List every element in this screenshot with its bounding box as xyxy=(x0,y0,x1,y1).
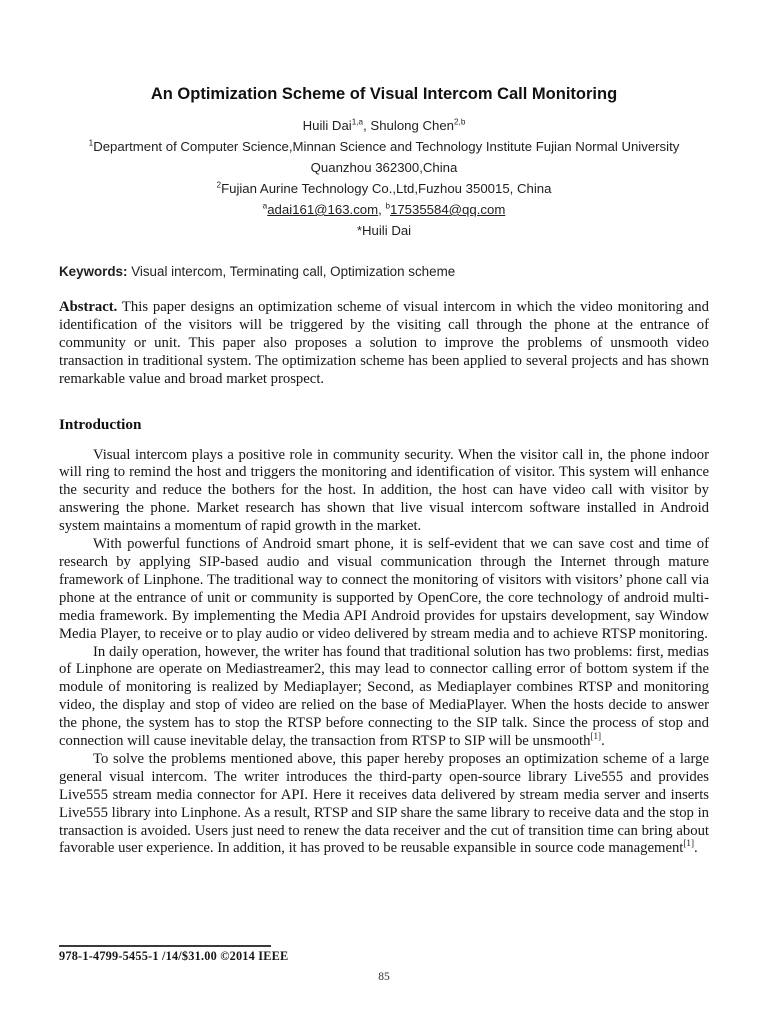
introduction-paragraph-1 xyxy=(59,447,709,537)
affiliation-2-line xyxy=(59,178,709,199)
section-heading-introduction: Introduction xyxy=(59,415,142,433)
page-number: 85 xyxy=(378,971,390,983)
emails-line xyxy=(59,199,709,220)
author-2: Shulong Chen xyxy=(370,118,455,133)
email-separator: , xyxy=(378,202,386,217)
affiliation-2-superscript: 2 xyxy=(216,180,222,190)
citation-ref-2: [1] xyxy=(683,838,695,849)
authors-line xyxy=(59,115,709,136)
author-1-superscript: 1,a xyxy=(351,117,364,127)
author-affiliation-block xyxy=(59,115,709,241)
citation-ref-1: [1] xyxy=(590,731,602,742)
email-b-link[interactable]: 17535584@qq.com xyxy=(390,202,506,217)
paragraph-text: Visual intercom plays a positive role in community security. When the visitor call in, the phone indoor will ring to remind the host and triggers the monitoring and identification of visitor. This system will enhance the security and reduce the bothers for the host. In addition, the host can have video call with visitor by answering the phone. Market research has shown that live visual intercom software installed in Android system maintains a momentum of rapid growth in the market. xyxy=(59,446,709,535)
keywords-label: Keywords: xyxy=(59,264,128,279)
abstract-paragraph xyxy=(59,299,709,389)
paragraph-text: With powerful functions of Android smart phone, it is self-evident that we can save cost and time of research by applying SIP-based audio and visual communication through the Internet through mature framework of Linphone. The traditional way to connect the monitoring of visitors with visitors’ phone call via phone at the entrance of unit or community is supported by OpenCore, the core technology of android multi-media framework. By implementing the Media API Android provides for upstairs development, say Window Media Player, to receive or to play audio or video delivered by stream media and to achieve RTSP monitoring. xyxy=(59,536,709,642)
email-a-link[interactable]: adai161@163.com xyxy=(267,202,379,217)
author-separator: , xyxy=(363,118,371,133)
introduction-paragraph-3 xyxy=(59,644,709,751)
abstract-text: This paper designs an optimization scheme of visual intercom in which the video monitoring and identification of the visitors will be triggered by the visiting call through the phone at the entrance of community or unit. This paper also proposes a solution to improve the problems of unsmooth video transaction in traditional system. The optimization scheme has been applied to several projects and has shown remarkable value and broad market prospect. xyxy=(59,299,709,387)
paragraph-text: In daily operation, however, the writer has found that traditional solution has two problems: first, medias of Linphone are operate on Mediastreamer2, this may lead to connector calling error of bottom system if the module of monitoring is realized by Mediaplayer; Second, as Mediaplayer combines RTSP and monitoring video, the display and stop of video are relied on the base of MediaPlayer. When the hosts decide to answer the phone, the system has to stop the RTSP before connecting to the SIP talk. Since the process of stop and connection will cause inevitable delay, the transaction from RTSP to SIP will be unsmooth xyxy=(59,643,709,750)
affiliation-1-line-1 xyxy=(59,136,709,157)
author-1: Huili Dai xyxy=(302,118,352,133)
introduction-paragraph-2 xyxy=(59,536,709,643)
paragraph-text: To solve the problems mentioned above, this paper hereby proposes an optimization scheme of a large general visual intercom. The writer introduces the third-party open-source library Live555 and provides Live555 stream media connector for API. Here it receives data delivered by stream media server and inserts Live555 library into Linphone. As a result, RTSP and SIP share the same library to receive data and the stop in transaction is avoided. Users just need to renew the data receiver and the cut of transition time can bring about favorable user experience. In addition, it has proved to be reusable expansible in source code management xyxy=(59,750,709,857)
affiliation-1-text: Department of Computer Science,Minnan Science and Technology Institute Fujian Normal University xyxy=(93,139,680,154)
paragraph-tail: . xyxy=(601,733,605,750)
footnote-rule xyxy=(59,945,271,947)
copyright-text: 978-1-4799-5455-1 /14/$31.00 ©2014 IEEE xyxy=(59,949,289,963)
affiliation-1-line-2: Quanzhou 362300,China xyxy=(310,160,458,175)
paragraph-tail: . xyxy=(694,840,698,857)
copyright-footnote xyxy=(59,945,288,964)
author-2-superscript: 2,b xyxy=(454,117,466,127)
corresponding-author: *Huili Dai xyxy=(356,223,412,238)
email-a-superscript: a xyxy=(262,201,268,211)
paper-title: An Optimization Scheme of Visual Intercom Call Monitoring xyxy=(150,85,618,103)
keywords-line xyxy=(59,263,709,280)
affiliation-1-superscript: 1 xyxy=(88,138,94,148)
email-b-superscript: b xyxy=(385,201,390,211)
abstract-label: Abstract. xyxy=(59,299,118,315)
affiliation-2-text: Fujian Aurine Technology Co.,Ltd,Fuzhou 350015, China xyxy=(221,181,552,196)
introduction-paragraph-4 xyxy=(59,751,709,858)
keywords-text: Visual intercom, Terminating call, Optimization scheme xyxy=(127,264,456,279)
